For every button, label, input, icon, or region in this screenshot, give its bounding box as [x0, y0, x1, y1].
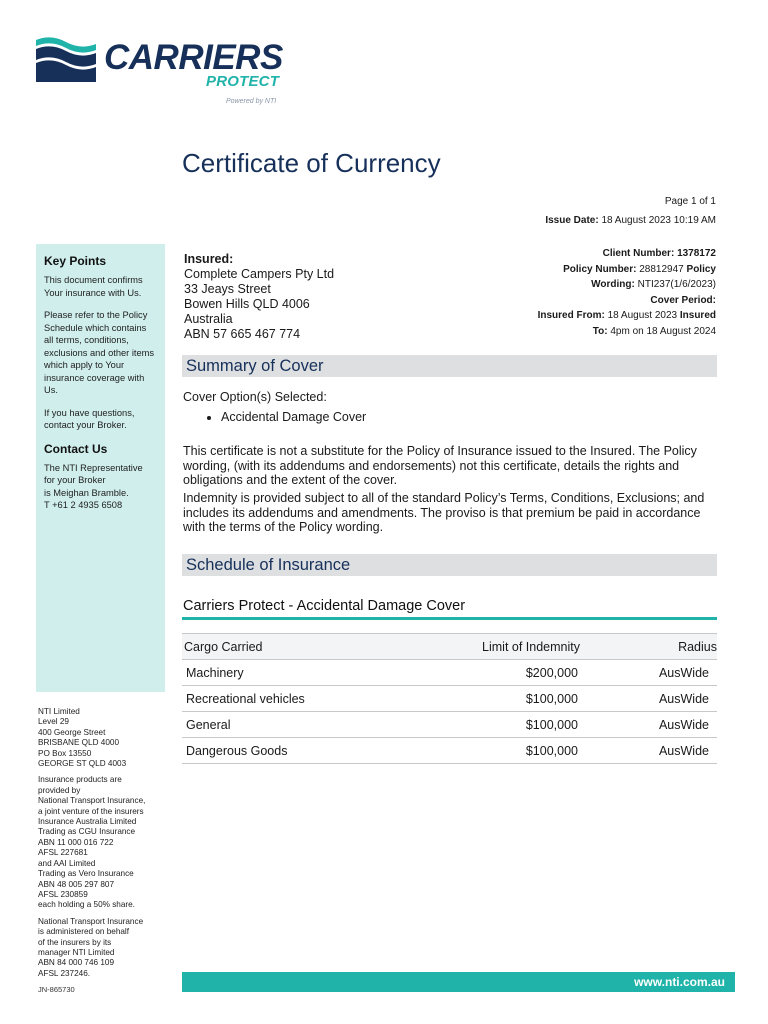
client-number-label: Client Number: [602, 248, 675, 259]
insurer-line: ABN 11 000 016 722 [38, 837, 114, 847]
key-point-2: Please refer to the Policy Schedule which contains all terms, conditions, exclusions and other items which apply to Your insurance coverage with Us. [44, 310, 155, 395]
admin-line: is administered on behalf [38, 927, 130, 937]
insurer-line: each holding a 50% share. [38, 900, 135, 910]
contact-line: The NTI Representative [44, 462, 143, 473]
policy-details [538, 246, 716, 339]
insurer-line: Insurance products are [38, 775, 122, 785]
issue-date-value: 18 August 2023 10:19 AM [601, 215, 716, 226]
insured-block [184, 252, 334, 342]
limit-cell: $100,000 [432, 738, 582, 764]
insurer-line: ABN 48 005 297 807 [38, 879, 115, 889]
document-reference: JN-865730 [38, 985, 75, 994]
policy-number-value: 28812947 [639, 263, 684, 275]
certificate-disclaimer: This certificate is not a substitute for the Policy of Insurance issued to the Insured. The Policy wording, (with its addendums and endorsements) not this certificate, details the rights and obligations and the extent of the cover. [183, 444, 697, 487]
key-points-sidebar [36, 244, 165, 692]
page-number: Page 1 of 1 [664, 196, 716, 207]
insured-word: Insured [679, 310, 716, 321]
contact-phone: T +61 2 4935 6508 [44, 500, 123, 510]
wording-value: NTI237(1/6/2023) [637, 279, 716, 290]
insured-from [538, 308, 716, 324]
admin-line: of the insurers by its [38, 937, 112, 947]
key-points-heading: Key Points [44, 254, 107, 268]
table-row [182, 738, 717, 764]
insurer-line: AFSL 227681 [38, 848, 88, 858]
insured-from-value: 18 August 2023 [607, 310, 678, 321]
table-header-row [182, 634, 717, 660]
insured-to-value: 4pm on 18 August 2024 [610, 325, 716, 337]
address-line: 400 George Street [38, 727, 106, 737]
insurer-line: and AAI Limited [38, 858, 96, 868]
column-header-limit: Limit of Indemnity [432, 634, 582, 660]
radius-cell: AusWide [582, 738, 717, 764]
insured-label: Insured: [184, 252, 234, 266]
limit-cell: $100,000 [432, 686, 582, 712]
address-line: PO Box 13550 [38, 748, 92, 758]
insurer-line: National Transport Insurance, [38, 796, 146, 806]
insurer-line: Trading as Vero Insurance [38, 869, 134, 879]
schedule-subtitle: Carriers Protect - Accidental Damage Cover [183, 598, 466, 614]
policy-wording [538, 277, 716, 293]
radius-cell: AusWide [582, 686, 717, 712]
address-line: Level 29 [38, 717, 69, 727]
address-line: BRISBANE QLD 4000 [38, 738, 120, 748]
client-number [538, 246, 716, 262]
radius-cell: AusWide [582, 660, 717, 686]
administrator-info [38, 917, 162, 979]
brand-powered: Powered by NTI [226, 98, 277, 105]
insured-street: 33 Jeays Street [184, 282, 271, 296]
insured-from-label: Insured From: [537, 310, 605, 321]
cargo-cell: Recreational vehicles [182, 686, 432, 712]
wording-label: Wording: [591, 279, 635, 290]
policy-number-label: Policy Number: [563, 263, 637, 275]
insured-abn: ABN 57 665 467 774 [184, 327, 301, 341]
summary-heading: Summary of Cover [182, 355, 717, 377]
address-line: GEORGE ST QLD 4003 [38, 759, 127, 769]
website-link[interactable]: www.nti.com.au [182, 972, 735, 992]
brand-subname: PROTECT [206, 73, 280, 90]
insured-suburb: Bowen Hills QLD 4006 [184, 297, 310, 311]
insurer-line: Trading as CGU Insurance [38, 827, 136, 837]
insurer-line: a joint venture of the insurers [38, 806, 144, 816]
column-header-cargo: Cargo Carried [182, 634, 432, 660]
legal-info [38, 707, 162, 985]
schedule-heading: Schedule of Insurance [182, 554, 717, 576]
insurer-line: AFSL 230859 [38, 889, 88, 899]
brand-logo [36, 36, 306, 112]
contact-details [44, 462, 157, 512]
cover-options [183, 389, 366, 425]
insurer-line: provided by [38, 785, 81, 795]
contact-line: for your Broker [44, 475, 106, 485]
insurer-info [38, 775, 162, 910]
insured-to-label: To: [592, 325, 608, 337]
insured-country: Australia [184, 312, 233, 326]
client-number-value: 1378172 [677, 248, 716, 259]
table-row [182, 712, 717, 738]
admin-line: AFSL 237246. [38, 968, 91, 978]
schedule-table [182, 633, 717, 764]
issue-date-label: Issue Date: [545, 215, 599, 226]
address-line: NTI Limited [38, 707, 80, 716]
cover-options-list [183, 409, 366, 425]
key-point-3: If you have questions, contact your Broker. [44, 407, 135, 430]
key-point-1: This document confirms Your insurance with Us. [44, 275, 143, 298]
insurer-line: Insurance Australia Limited [38, 817, 137, 827]
table-row [182, 686, 717, 712]
policy-suffix: Policy [686, 263, 716, 275]
admin-line: ABN 84 000 746 109 [38, 958, 115, 968]
cover-period-heading: Cover Period: [650, 294, 716, 306]
cover-options-label: Cover Option(s) Selected: [183, 390, 327, 404]
insured-to [538, 324, 716, 340]
column-header-radius: Radius [582, 634, 717, 660]
cargo-cell: Machinery [182, 660, 432, 686]
cover-period-label [538, 293, 716, 309]
brand-name: CARRIERS [104, 38, 283, 77]
schedule-divider [182, 617, 717, 620]
limit-cell: $100,000 [432, 712, 582, 738]
cargo-cell: Dangerous Goods [182, 738, 432, 764]
table-row [182, 660, 717, 686]
radius-cell: AusWide [582, 712, 717, 738]
limit-cell: $200,000 [432, 660, 582, 686]
cargo-cell: General [182, 712, 432, 738]
admin-line: National Transport Insurance [38, 916, 144, 926]
document-title: Certificate of Currency [182, 148, 441, 178]
issue-date [545, 215, 716, 226]
policy-number [538, 262, 716, 278]
contact-heading: Contact Us [44, 441, 108, 456]
insured-name: Complete Campers Pty Ltd [184, 267, 335, 281]
admin-line: manager NTI Limited [38, 947, 115, 957]
indemnity-notice: Indemnity is provided subject to all of the standard Policy’s Terms, Conditions, Exclusions; and includes its addendums and amendments. The proviso is that premium be paid in accordance with the terms of the Policy wording. [183, 491, 705, 534]
nti-address [38, 707, 162, 769]
wave-logo-icon [36, 36, 96, 82]
contact-line: is Meighan Bramble. [44, 487, 129, 498]
cover-option-item: • Accidental Damage Cover [221, 409, 366, 425]
